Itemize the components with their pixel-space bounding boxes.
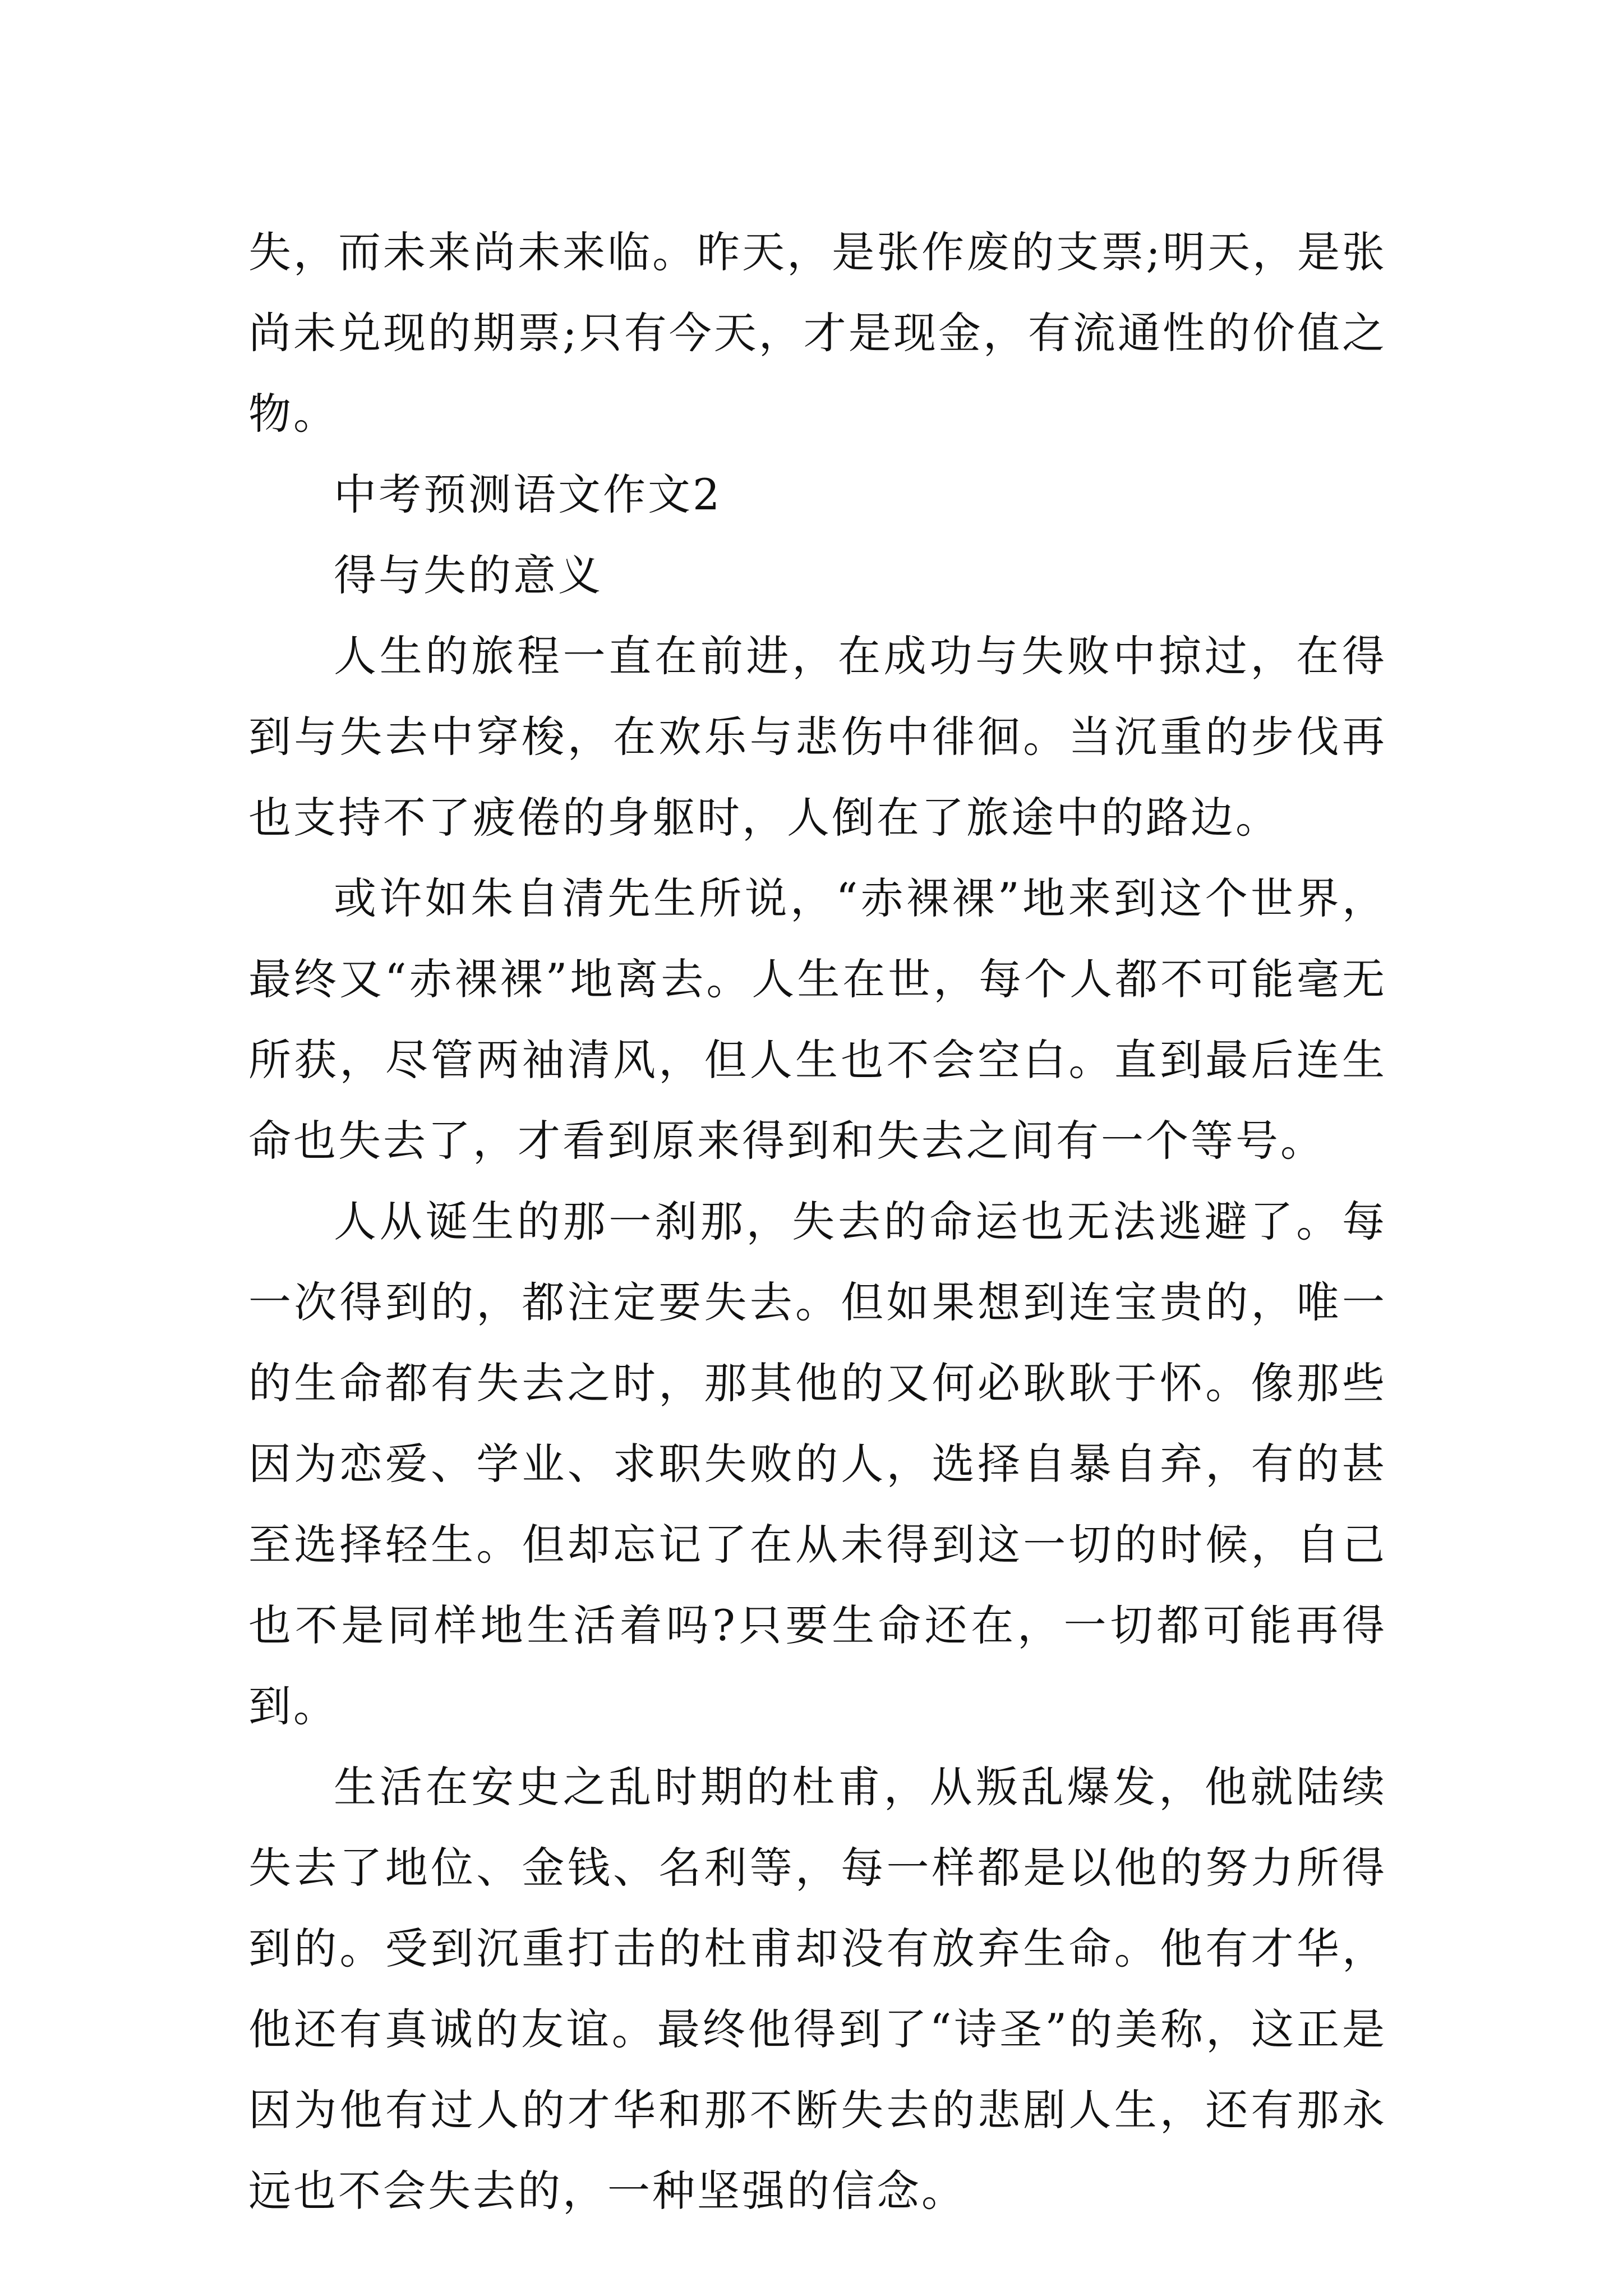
- essay-number-heading: 中考预测语文作文2: [334, 470, 722, 519]
- paragraph: 人生的旅程一直在前进，在成功与失败中掠过，在得到与失去中穿梭，在欢乐与悲伤中徘徊。当沉重的步伐再也支持不了疲倦的身躯时，人倒在了旅途中的路边。: [248, 631, 1387, 843]
- paragraph: 人从诞生的那一刹那，失去的命运也无法逃避了。每一次得到的，都注定要失去。但如果想到连宝贵的，唯一的生命都有失去之时，那其他的又何必耿耿于怀。像那些因为恋爱、学业、求职失败的人，选择自暴自弃，有的甚至选择轻生。但却忘记了在从未得到这一切的时候，自己也不是同样地生活着吗?只要生命还在，一切都可能再得到。: [248, 1197, 1387, 1731]
- paragraph: 生活在安史之乱时期的杜甫，从叛乱爆发，他就陆续失去了地位、金钱、名利等，每一样都是以他的努力所得到的。受到沉重打击的杜甫却没有放弃生命。他有才华，他还有真诚的友谊。最终他得到了“诗圣”的美称，这正是因为他有过人的才华和那不断失去的悲剧人生，还有那永远也不会失去的，一种坚强的信念。: [248, 1762, 1387, 2216]
- paragraph: 或许如朱自清先生所说，“赤裸裸”地来到这个世界，最终又“赤裸裸”地离去。人生在世，每个人都不可能毫无所获，尽管两袖清风，但人生也不会空白。直到最后连生命也失去了，才看到原来得到和失去之间有一个等号。: [248, 873, 1387, 1166]
- document-body: [248, 212, 1387, 2231]
- essay-title: 得与失的意义: [334, 550, 603, 600]
- paragraph-continuation: 失，而未来尚未来临。昨天，是张作废的支票;明天，是张尚未兑现的期票;只有今天，才是现金，有流通性的价值之物。: [248, 227, 1387, 439]
